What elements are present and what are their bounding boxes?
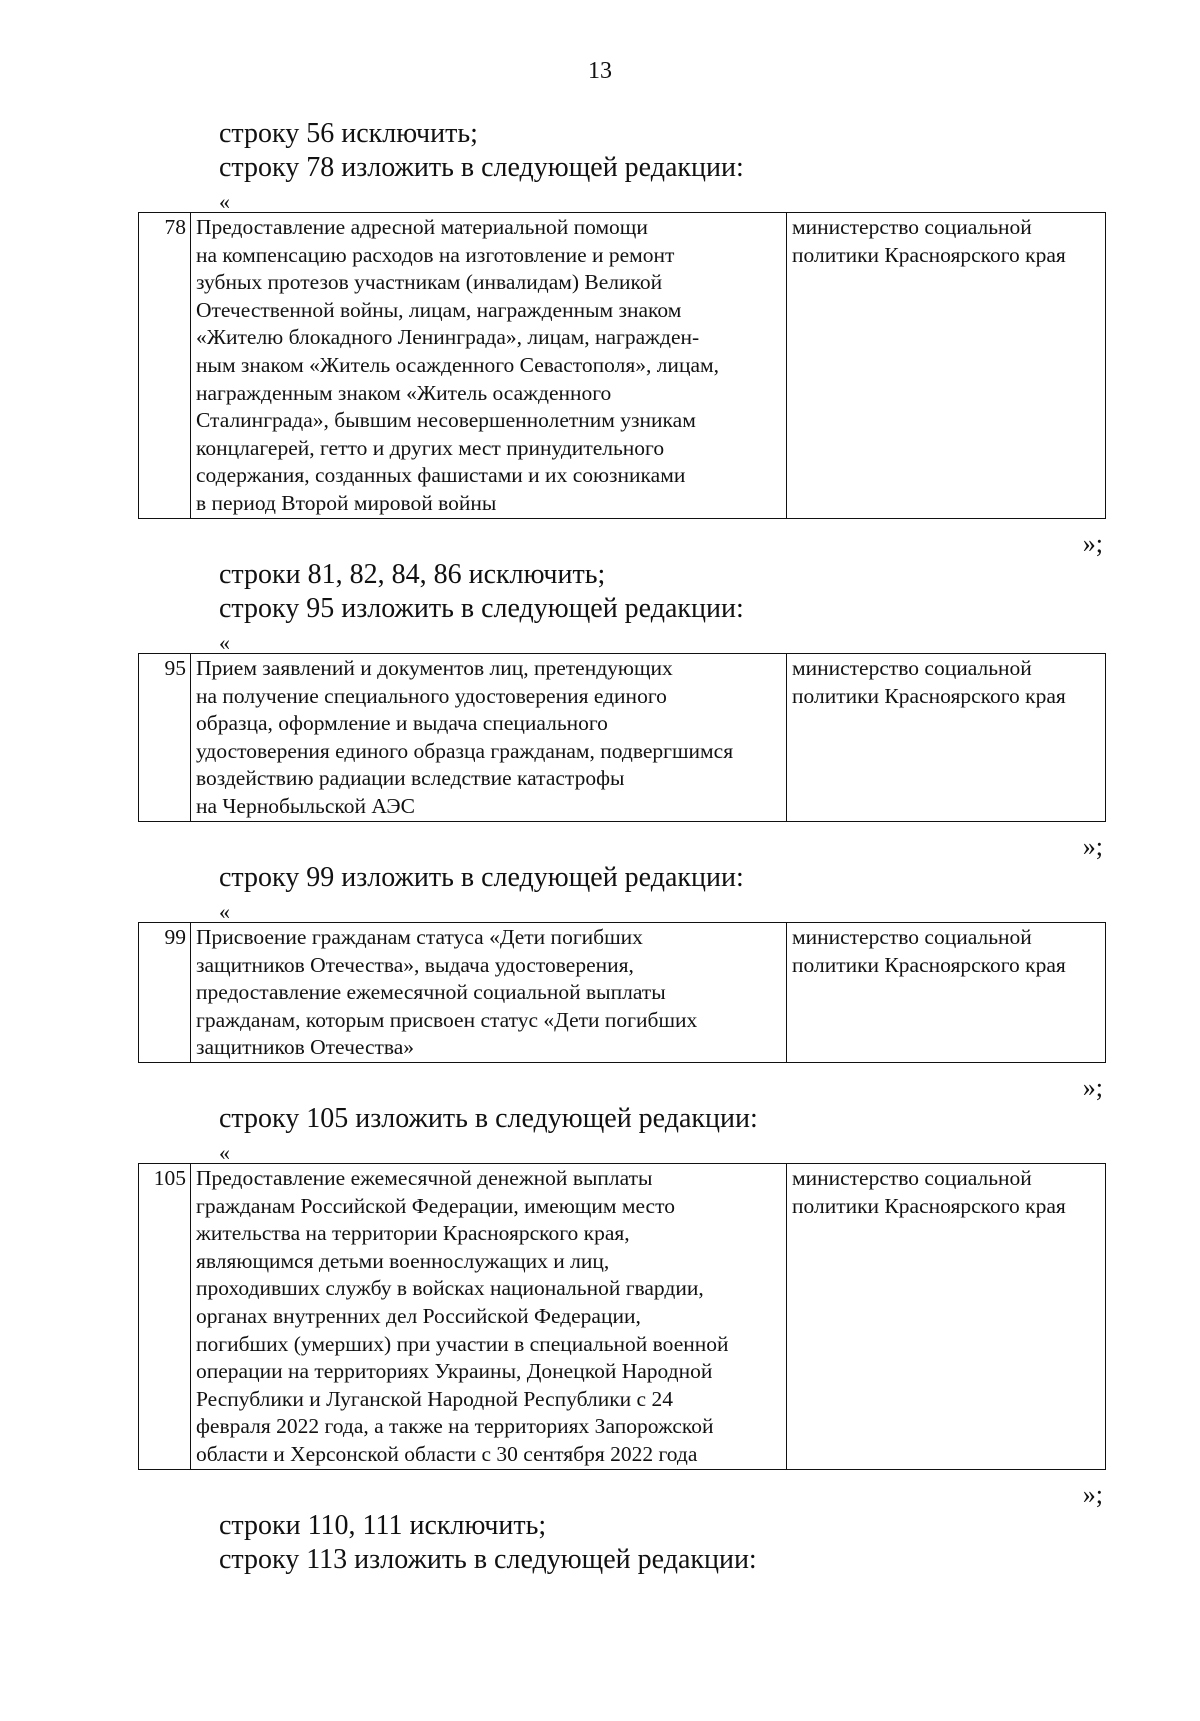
instruction-amend-row-113: строку 113 изложить в следующей редакции: [219, 1544, 757, 1575]
instruction-amend-row-78: строку 78 изложить в следующей редакции: [219, 152, 744, 183]
row-number: 99 [139, 923, 191, 1063]
row-number: 95 [139, 654, 191, 822]
quote-close-row-95: »; [1082, 832, 1103, 861]
row-responsible-body: министерство социальной политики Красноярского края [787, 923, 1106, 1063]
row-responsible-body: министерство социальной политики Красноярского края [787, 654, 1106, 822]
instruction-delete-row-56: строку 56 исключить; [219, 118, 478, 149]
quote-open-row-95: « [219, 630, 230, 655]
table-row [139, 1164, 1106, 1470]
quote-open-row-105: « [219, 1140, 230, 1165]
instruction-amend-row-105: строку 105 изложить в следующей редакции: [219, 1103, 758, 1134]
quote-open-row-99: « [219, 899, 230, 924]
table-row [139, 654, 1106, 822]
quote-close-row-105: »; [1082, 1480, 1103, 1509]
row-responsible-body: министерство социальной политики Красноярского края [787, 213, 1106, 519]
row-responsible-body: министерство социальной политики Красноярского края [787, 1164, 1106, 1470]
amendment-table-row-105 [138, 1163, 1106, 1470]
amendment-table-row-95 [138, 653, 1106, 822]
instruction-amend-row-99: строку 99 изложить в следующей редакции: [219, 862, 744, 893]
row-description: Предоставление адресной материальной помощи на компенсацию расходов на изготовление и ремонт зубных протезов участникам (инвалидам) Великой Отечественной войны, лицам, награжденным знаком «Жителю блокадного Ленинграда», лицам, награжден- ным знаком «Житель осажденного Севастополя», лицам, награжденным знаком «Житель осажденного Сталинграда», бывшим несовершеннолетним узникам концлагерей, гетто и других мест принудительного содержания, созданных фашистами и их союзниками в период Второй мировой войны [191, 213, 787, 519]
row-number: 78 [139, 213, 191, 519]
instruction-delete-rows-110-111: строки 110, 111 исключить; [219, 1510, 547, 1541]
quote-open-row-78: « [219, 189, 230, 214]
instruction-amend-row-95: строку 95 изложить в следующей редакции: [219, 593, 744, 624]
quote-close-row-78: »; [1082, 529, 1103, 558]
instruction-delete-rows-81-86: строки 81, 82, 84, 86 исключить; [219, 559, 606, 590]
quote-close-row-99: »; [1082, 1073, 1103, 1102]
page-number: 13 [588, 58, 612, 84]
amendment-table-row-78 [138, 212, 1106, 519]
amendment-table-row-99 [138, 922, 1106, 1063]
row-description: Присвоение гражданам статуса «Дети погибших защитников Отечества», выдача удостоверения, предоставление ежемесячной социальной выплаты гражданам, которым присвоен статус «Дети погибших защитников Отечества» [191, 923, 787, 1063]
table-row [139, 213, 1106, 519]
table-row [139, 923, 1106, 1063]
row-description: Предоставление ежемесячной денежной выплаты гражданам Российской Федерации, имеющим место жительства на территории Красноярского края, являющимся детьми военнослужащих и лиц, проходивших службу в войсках национальной гвардии, органах внутренних дел Российской Федерации, погибших (умерших) при участии в специальной военной операции на территориях Украины, Донецкой Народной Республики и Луганской Народной Республики с 24 февраля 2022 года, а также на территориях Запорожской области и Херсонской области с 30 сентября 2022 года [191, 1164, 787, 1470]
row-description: Прием заявлений и документов лиц, претендующих на получение специального удостоверения единого образца, оформление и выдача специального удостоверения единого образца гражданам, подвергшимся воздействию радиации вследствие катастрофы на Чернобыльской АЭС [191, 654, 787, 822]
row-number: 105 [139, 1164, 191, 1470]
